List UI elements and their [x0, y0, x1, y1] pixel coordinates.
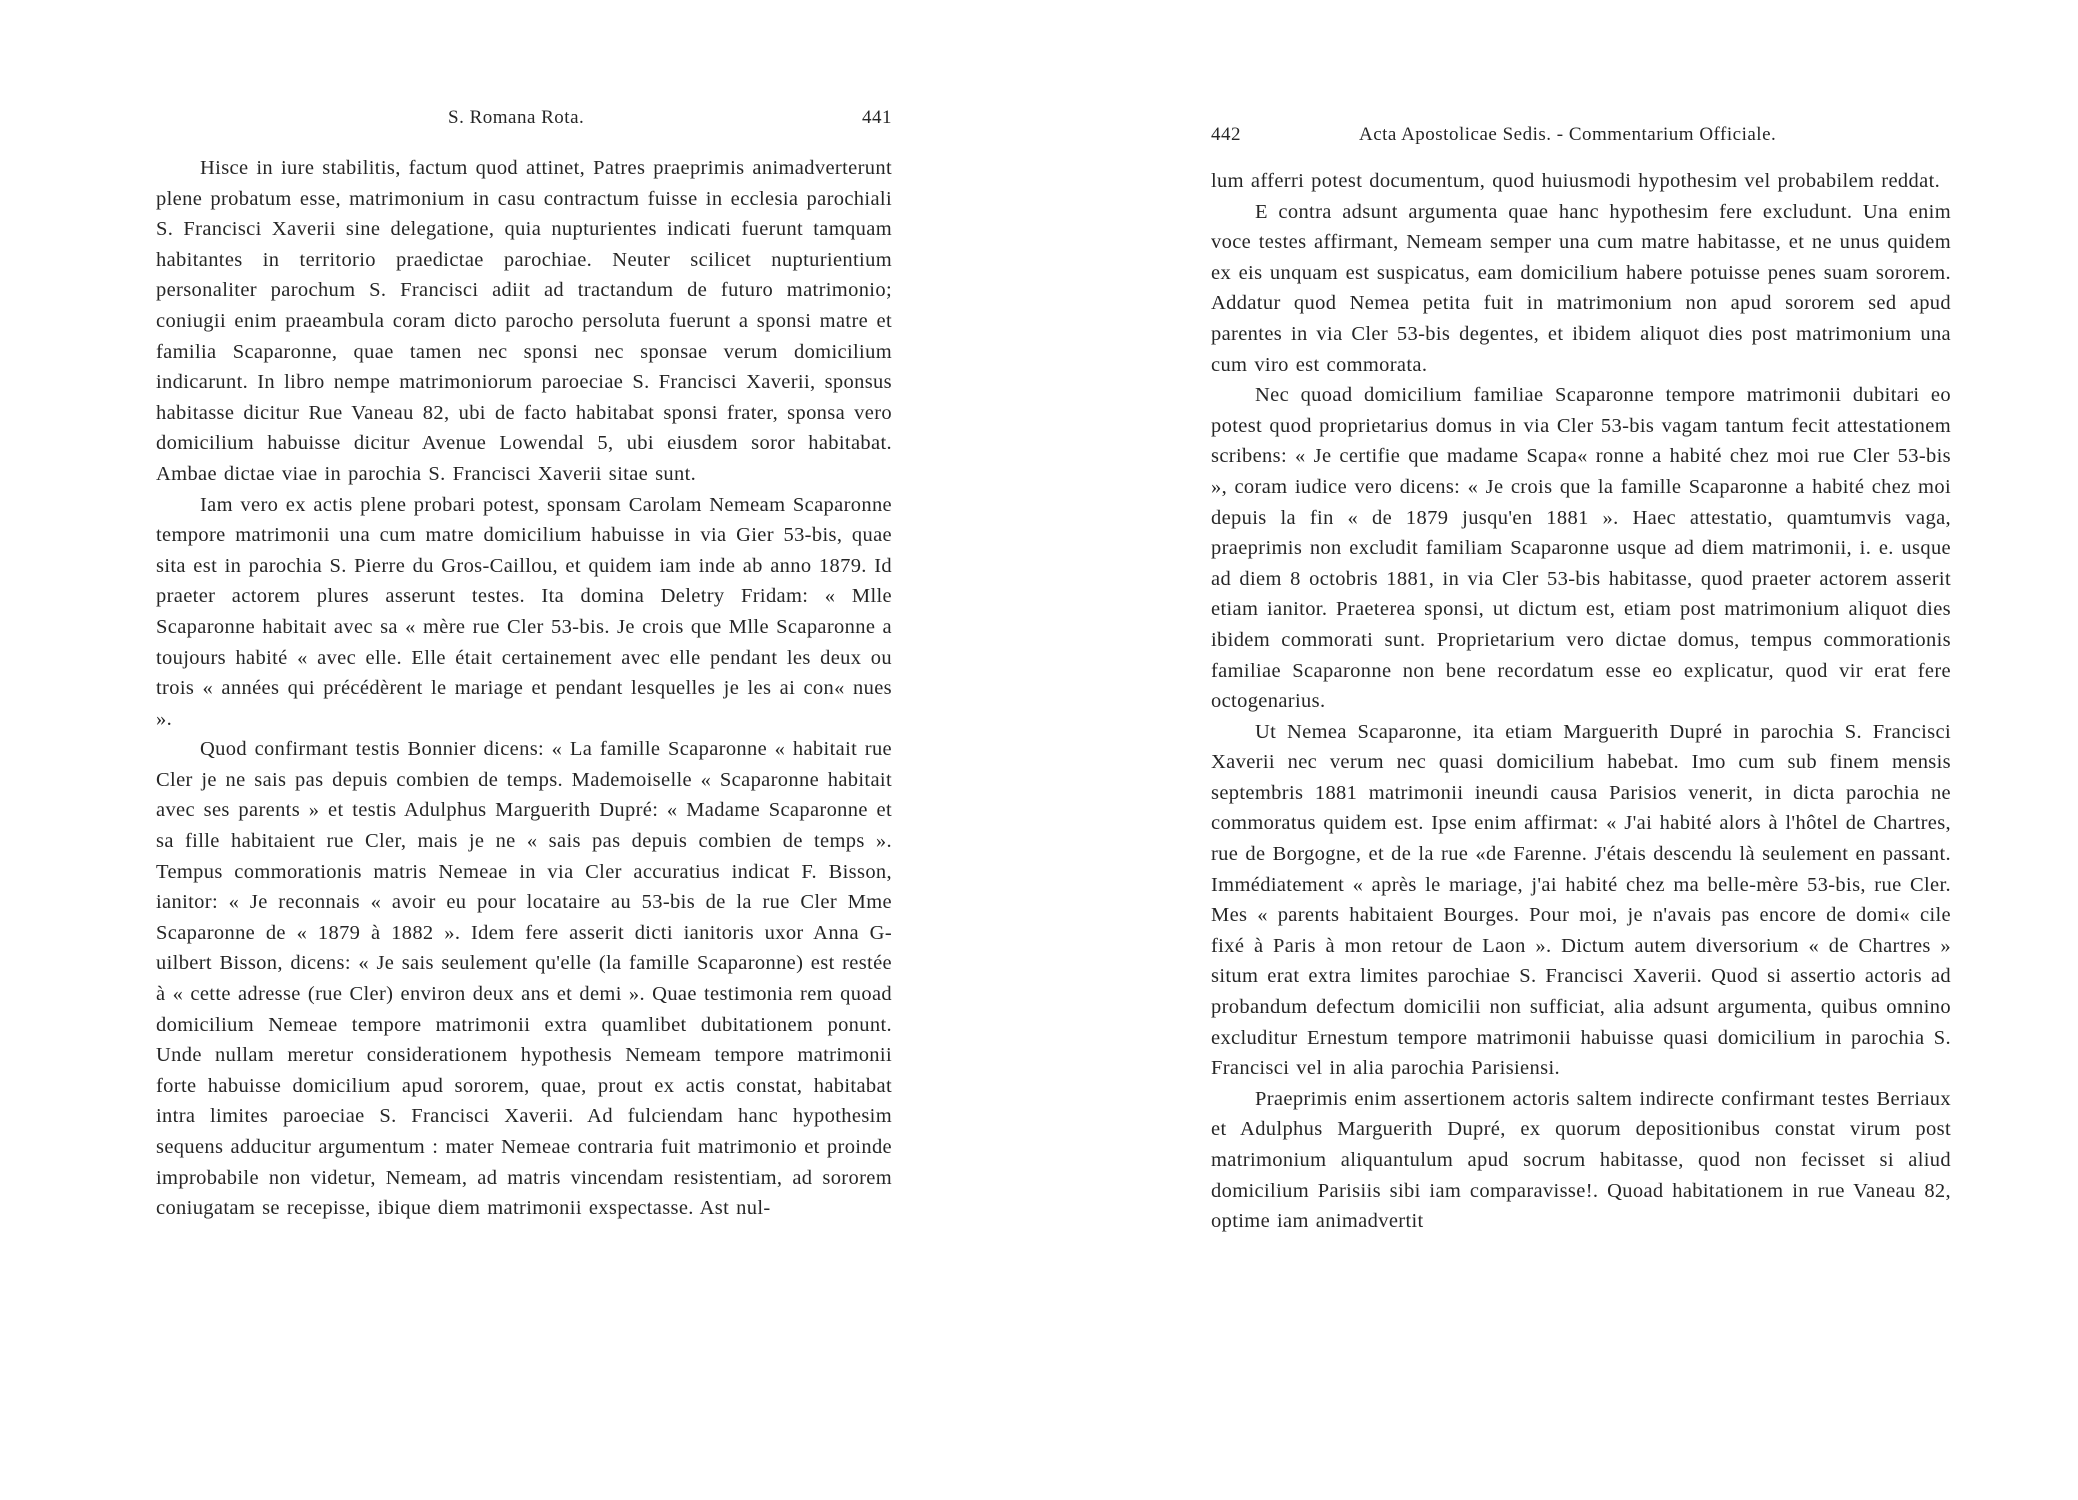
left-page-number: 441 — [862, 107, 892, 128]
paragraph: Iam vero ex actis plene probari potest, sponsam Carolam Nemeam Scaparonne tempore matrimonii una cum matre domicilium habuisse in via Gier 53-bis, quae sita est in parochia S. Pierre du Gros-Caillou, et quidem iam inde ab anno 1879. Id praeter actorem plures asserunt testes. Ita domina Deletry Fridam: « Mlle Scaparonne habitait avec sa « mère rue Cler 53-bis. Je crois que Mlle Scaparonne a toujours habité « avec elle. Elle était certainement avec elle pendant les deux ou trois « années qui précédèrent le mariage et pendant lesquelles je les ai con« nues ». — [156, 493, 892, 730]
paragraph: Ut Nemea Scaparonne, ita etiam Marguerith Dupré in parochia S. Francisci Xaverii nec verum nec quasi domicilium habebat. Imo cum sub finem mensis septembris 1881 matrimonii ineundi causa Parisios venerit, in dicta parochia ne commoratus quidem est. Ipse enim affirmat: « J'ai habité alors à l'hôtel de Chartres, rue de Borgogne, et de la rue «de Farenne. J'étais descendu là seulement en passant. Immédiatement « après le mariage, j'ai habité chez ma belle-mère 53-bis, rue Cler. Mes « parents habitaient Bourges. Pour moi, je n'avais pas encore de domi« cile fixé à Paris à mon retour de Laon ». Dictum autem diversorium « de Chartres » situm erat extra limites parochiae S. Francisci Xaverii. Quod si assertio actoris ad probandum defectum domicilii non sufficiat, alia adsunt argumenta, quibus omnino excluditur Ernestum tempore matrimonii habuisse quasi domicilium in parochia S. Francisci vel in alia parochia Parisiensi. — [1211, 720, 1951, 1080]
right-page — [1211, 121, 1951, 1237]
paragraph: Quod confirmant testis Bonnier dicens: « La famille Scaparonne « habitait rue Cler je ne sais pas depuis combien de temps. Mademoiselle « Scaparonne habitait avec ses parents » et testis Adulphus Marguerith Dupré: « Madame Scaparonne et sa fille habitaient rue Cler, mais je ne « sais pas depuis combien de temps ». Tempus commorationis matris Nemeae in via Cler accuratius indicat F. Bisson, ianitor: « Je reconnais « avoir eu pour locataire au 53-bis de la rue Cler Mme Scaparonne de « 1879 à 1882 ». Idem fere asserit dicti ianitoris uxor Anna G-uilbert Bisson, dicens: « Je sais seulement qu'elle (la famille Scaparonne) est restée à « cette adresse (rue Cler) environ deux ans et demi ». Quae testimonia rem quoad domicilium Nemeae tempore matrimonii extra quamlibet dubitationem ponunt. Unde nullam meretur considerationem hypothesis Nemeam tempore matrimonii forte habuisse domicilium apud sororem, quae, prout ex actis constat, habitabat intra limites paroeciae S. Francisci Xaverii. Ad fulciendam hanc hypothesim sequens adducitur argumentum : mater Nemeae contraria fuit matrimonio et proinde improbabile non videtur, Nemeam, ad matris vincendam resistentiam, ad sororem coniugatam se recepisse, ibique diem matrimonii exspectasse. Ast nul- — [156, 738, 892, 1220]
left-running-title: S. Romana Rota. — [448, 107, 585, 128]
paragraph: Praeprimis enim assertionem actoris saltem indirecte confirmant testes Berriaux et Adulphus Marguerith Dupré, ex quorum depositionibus constat virum post matrimonium aliquantulum apud socrum habitasse, quod non fecisset si aliud domicilium Parisiis sibi iam comparavisse!. Quoad habitationem in rue Vaneau 82, optime iam animadvertit — [1211, 1087, 1951, 1233]
right-running-title: Acta Apostolicae Sedis. - Commentarium Officiale. — [1359, 124, 1777, 145]
right-body-text — [1211, 166, 1951, 1237]
paragraph: Hisce in iure stabilitis, factum quod attinet, Patres praeprimis animadverterunt plene probatum esse, matrimonium in casu contractum fuisse in ecclesia parochiali S. Francisci Xaverii sine delegatione, quia nupturientes indicati fuerunt tamquam habitantes in territorio praedictae parochiae. Neuter scilicet nupturientium personaliter parochum S. Francisci adiit ad tractandum de futuro matrimonio; coniugii enim praeambula coram dicto parocho persoluta fuerunt a sponsi matre et familia Scaparonne, quae tamen nec sponsi nec sponsae verum domicilium indicarunt. In libro nempe matrimoniorum paroeciae S. Francisci Xaverii, sponsus habitasse dicitur Rue Vaneau 82, ubi de facto habitabat sponsi frater, sponsa vero domicilium habuisse dicitur Avenue Lowendal 5, ubi eiusdem soror habitabat. Ambae dictae viae in parochia S. Francisci Xaverii sitae sunt. — [156, 157, 892, 485]
right-running-head — [1211, 121, 1951, 149]
paragraph: Nec quoad domicilium familiae Scaparonne tempore matrimonii dubitari eo potest quod proprietarius domus in via Cler 53-bis vagam tantum fecit attestationem scribens: « Je certifie que madame Scapa« ronne a habité chez moi rue Cler 53-bis », coram iudice vero dicens: « Je crois que la famille Scaparonne a habité chez moi depuis la fin « de 1879 jusqu'en 1881 ». Haec attestatio, quamtumvis vaga, praeprimis non excludit familiam Scaparonne usque ad diem matrimonii, i. e. usque ad diem 8 octobris 1881, in via Cler 53-bis habitasse, quod praeter actorem asserit etiam ianitor. Praeterea sponsi, ut dictum est, etiam post matrimonium aliquot dies ibidem commorati sunt. Proprietarium vero dictae domus, tempus commorationis familiae Scaparonne non bene recordatum esse eo explicatur, quod vir erat fere octogenarius. — [1211, 384, 1951, 713]
left-running-head — [156, 104, 892, 132]
right-page-number: 442 — [1211, 124, 1241, 145]
paragraph: E contra adsunt argumenta quae hanc hypothesim fere excludunt. Una enim voce testes affirmant, Nemeam semper una cum matre habitasse, et ne unus quidem ex eis unquam est suspicatus, eam domicilium habere potuisse penes suam sororem. Addatur quod Nemea petita fuit in matrimonium non apud sororem sed apud parentes in via Cler 53-bis degentes, et ibidem aliquot dies post matrimonium una cum viro est commorata. — [1211, 200, 1951, 376]
left-body-text — [156, 153, 892, 1224]
left-page — [156, 104, 892, 1224]
paragraph: lum afferri potest documentum, quod huiusmodi hypothesim vel probabilem reddat. — [1211, 170, 1941, 192]
